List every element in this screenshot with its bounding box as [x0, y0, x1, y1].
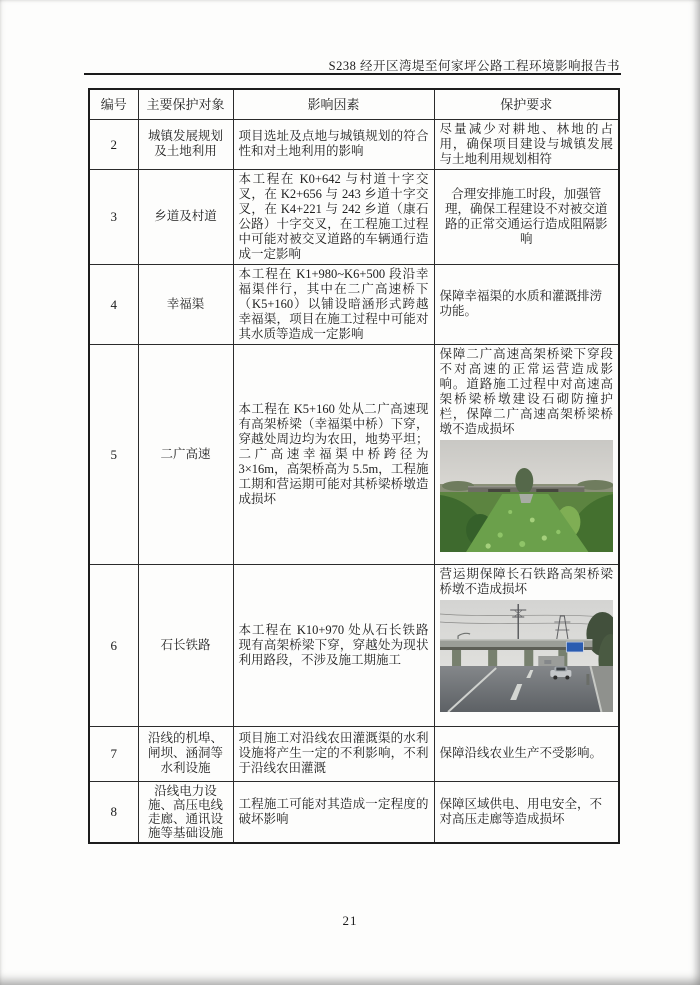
row-number: 4: [89, 264, 138, 344]
protection-requirement: 保障幸福渠的水质和灌溉排涝功能。: [434, 264, 619, 344]
requirement-text: 营运期保障长石铁路高架桥梁桥墩不造成损坏: [439, 566, 613, 596]
protection-requirement: 保障区域供电、用电安全，不对高压走廊等造成损坏: [434, 781, 619, 843]
table-row: [89, 119, 619, 169]
protection-objects-table: [88, 88, 620, 844]
page-number: 21: [342, 913, 358, 928]
row-number: 7: [89, 726, 138, 781]
row-number: 6: [89, 564, 138, 726]
protection-requirement-cell: [434, 564, 619, 726]
table-header-row: [89, 89, 619, 119]
col-header-number: 编号: [89, 89, 138, 119]
table-row: [89, 169, 619, 264]
protection-requirement: 尽量减少对耕地、林地的占用，确保项目建设与城镇发展与土地利用规划相符: [434, 119, 619, 169]
protection-requirement-cell: [434, 344, 619, 564]
table-row: [89, 726, 619, 781]
impact-factor: 项目选址及点地与城镇规划的符合性和对土地利用的影响: [233, 119, 434, 169]
row-number: 5: [89, 344, 138, 564]
impact-factor: 工程施工可能对其造成一定程度的破坏影响: [233, 781, 434, 843]
document-header-title: S238 经开区湾堤至何家坪公路工程环境影响报告书: [328, 59, 620, 73]
protection-target: 沿线电力设施、高压电线走廊、通讯设施等基础设施: [138, 781, 233, 843]
col-header-requirement: 保护要求: [434, 89, 619, 119]
canal-bridge-photo: [440, 440, 614, 552]
protection-requirement: 保障沿线农业生产不受影响。: [434, 726, 619, 781]
protection-target: 幸福渠: [138, 264, 233, 344]
table-row: [89, 344, 619, 564]
protection-requirement: 合理安排施工时段，加强管理，确保工程建设不对被交道路的正常交通运行造成阻隔影响: [434, 169, 619, 264]
protection-target: 乡道及村道: [138, 169, 233, 264]
protection-target: 二广高速: [138, 344, 233, 564]
protection-target: 城镇发展规划及土地利用: [138, 119, 233, 169]
row-number: 3: [89, 169, 138, 264]
table-row: [89, 264, 619, 344]
col-header-impact: 影响因素: [233, 89, 434, 119]
row-number: 2: [89, 119, 138, 169]
table-row: [89, 781, 619, 843]
requirement-text: 保障二广高速高架桥梁下穿段不对高速的正常运营造成影响。道路施工过程中对高速高架桥梁桥墩建设石砌防撞护栏，保障二广高速高架桥梁桥墩不造成损坏: [439, 346, 613, 436]
protection-target: 沿线的机埠、闸坝、涵洞等水利设施: [138, 726, 233, 781]
impact-factor: 本工程在 K5+160 处从二广高速现有高架桥梁（幸福渠中桥）下穿，穿越处周边均为农田，地势平坦；二广高速幸福渠中桥跨径为 3×16m，高架桥高为 5.5m，工程施工期和营运期可能对其桥梁桥墩造成损坏: [233, 344, 434, 564]
impact-factor: 项目施工对沿线农田灌溉渠的水利设施将产生一定的不利影响，不利于沿线农田灌溉: [233, 726, 434, 781]
col-header-target: 主要保护对象: [138, 89, 233, 119]
table-row: [89, 564, 619, 726]
impact-factor: 本工程在 K1+980~K6+500 段沿幸福渠伴行，其中在二广高速桥下（K5+160）以铺设暗涵形式跨越幸福渠，项目在施工过程中可能对其水质等造成一定影响: [233, 264, 434, 344]
impact-factor: 本工程在 K10+970 处从石长铁路现有高架桥梁下穿，穿越处为现状利用路段，不涉及施工期施工: [233, 564, 434, 726]
row-number: 8: [89, 781, 138, 843]
header-rule: [84, 73, 621, 75]
railway-viaduct-photo: [440, 600, 614, 712]
protection-target: 石长铁路: [138, 564, 233, 726]
impact-factor: 本工程在 K0+642 与村道十字交叉，在 K2+656 与 243 乡道十字交叉，在 K4+221 与 242 乡道（康石公路）十字交叉，在工程施工过程中可能对被交叉道路的车辆通行造成一定影响: [233, 169, 434, 264]
